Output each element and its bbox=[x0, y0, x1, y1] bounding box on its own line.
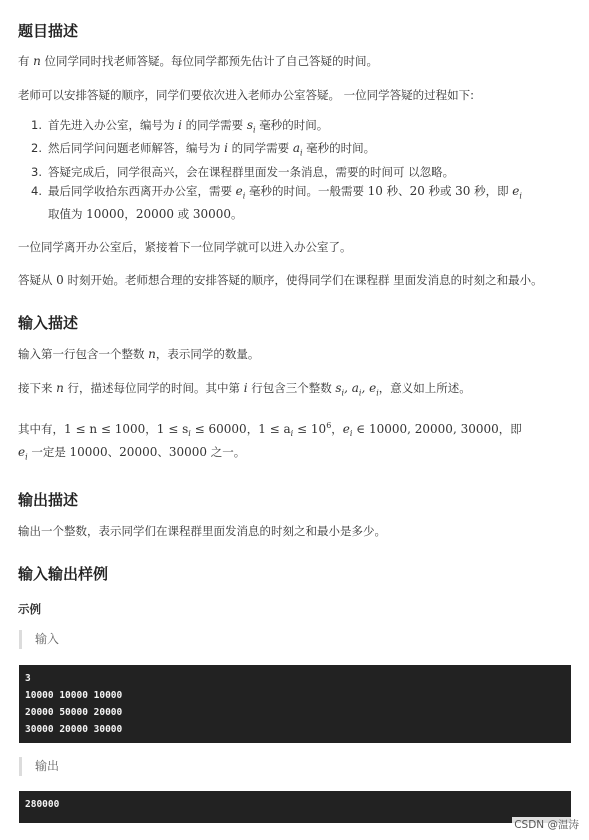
csdn-watermark: CSDN @温涛 bbox=[514, 819, 579, 831]
list-item: 3. 答疑完成后，同学很高兴，会在课程群里面发一条消息，需要的时间可 以忽略。 bbox=[31, 164, 455, 179]
output-paragraph-1: 输出一个整数，表示同学们在课程群里面发消息的时刻之和最小是多少。 bbox=[18, 523, 386, 538]
sample-input-label: 输入 bbox=[19, 630, 571, 649]
process-steps-list bbox=[18, 116, 571, 224]
problem-paragraph-2: 老师可以安排答疑的顺序，同学们要依次进入老师办公室答疑。 一位同学答疑的过程如下: bbox=[18, 88, 475, 102]
sample-label: 示例 bbox=[18, 601, 41, 616]
list-item: 2. 然后同学问问题老师解答，编号为 i 的同学需要 $a_i$ 毫秒的时间。 bbox=[31, 141, 376, 158]
problem-paragraph-1: 有 n 位同学同时找老师答疑。每位同学都预先估计了自己答疑的时间。 bbox=[18, 54, 379, 68]
sample-output-code: 280000 bbox=[19, 791, 571, 823]
problem-paragraph-4: 答疑从 0 时刻开始。老师想合理的安排答疑的顺序，使得同学们在课程群 里面发消息的时刻之和最小。 bbox=[18, 272, 543, 287]
list-item: 4. 最后同学收拾东西离开办公室，需要 $e_i$ 毫秒的时间。一般需要 10 秒、20 秒或 30 秒，即 $e_i$ 取值为 10000，20000 或 30000。 bbox=[31, 183, 522, 221]
sample-input-code: 3 10000 10000 10000 20000 50000 20000 30000 20000 30000 bbox=[19, 665, 571, 743]
problem-title: 题目描述 bbox=[18, 22, 79, 40]
sample-output-label: 输出 bbox=[19, 757, 571, 776]
sample-title: 输入输出样例 bbox=[18, 564, 109, 583]
input-constraints: 其中有，1 ≤ n ≤ 1000，$1 \le s_i \le 60000$，$1 \le a_i \le 10^6$，$e_i$ ∈ 10000, 20000, 30000，即 $e_i$ 一定是 10000、20000、30000 之一。 bbox=[18, 421, 522, 462]
input-paragraph-1: 输入第一行包含一个整数 n，表示同学的数量。 bbox=[18, 346, 260, 361]
input-paragraph-2: 接下来 n 行，描述每位同学的时间。其中第 i 行包含三个整数 $s_i$, $a_i$, $e_i$，意义如上所述。 bbox=[18, 380, 471, 398]
problem-paragraph-3: 一位同学离开办公室后，紧接着下一位同学就可以进入办公室了。 bbox=[18, 239, 352, 254]
output-title: 输出描述 bbox=[18, 490, 79, 509]
input-title: 输入描述 bbox=[18, 313, 79, 332]
list-item: 1. 首先进入办公室，编号为 i 的同学需要 $s_i$ 毫秒的时间。 bbox=[31, 118, 329, 135]
